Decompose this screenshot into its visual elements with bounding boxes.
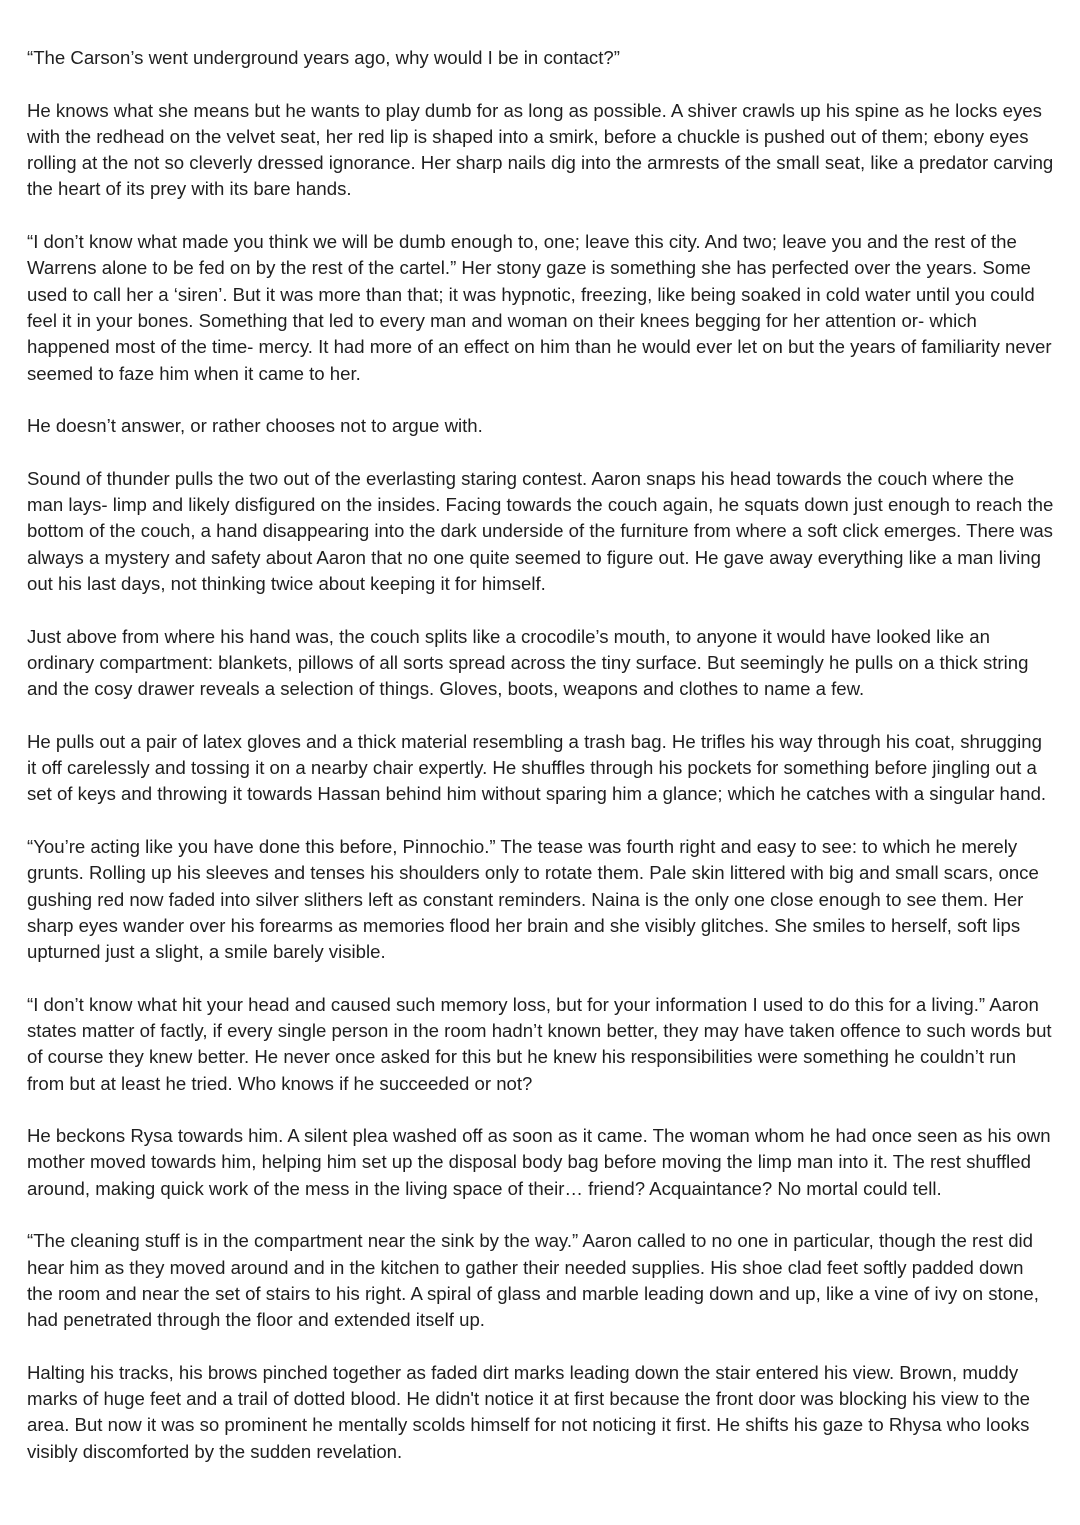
paragraph: Just above from where his hand was, the couch splits like a crocodile’s mouth, to anyone it would have looked like an ordinary compartment: blankets, pillows of all sorts spread across the tiny surface. But seemingly he pulls on a thick string and the cosy drawer reveals a selection of things. Gloves, boots, weapons and clothes to name a few. xyxy=(27,625,1029,700)
paragraph: “I don’t know what hit your head and caused such memory loss, but for your information I used to do this for a living.” Aaron states matter of factly, if every single person in the room hadn’t known better, they may have taken offence to such words but of course they knew better. He never once asked for this but he knew his responsibilities were something he couldn’t run from but at least he tried. Who knows if he succeeded or not? xyxy=(27,993,1052,1094)
paragraph: He doesn’t answer, or rather chooses not to argue with. xyxy=(27,415,483,437)
paragraph: He pulls out a pair of latex gloves and a thick material resembling a trash bag. He trifles his way through his coat, shrugging it off carelessly and tossing it on a nearby chair expertly. He shuffles through his pockets for something before jingling out a set of keys and throwing it towards Hassan behind him without sparing him a glance; which he catches with a singular hand. xyxy=(27,730,1047,805)
paragraph: Halting his tracks, his brows pinched together as faded dirt marks leading down the stair entered his view. Brown, muddy marks of huge feet and a trail of dotted blood. He didn't notice it at first because the front door was blocking his view to the area. But now it was so prominent he mentally scolds himself for not noticing it first. He shifts his gaze to Rhysa who looks visibly discomforted by the sudden revelation. xyxy=(27,1361,1031,1462)
paragraph: Sound of thunder pulls the two out of the everlasting staring contest. Aaron snaps his head towards the couch where the man lays- limp and likely disfigured on the insides. Facing towards the couch again, he squats down just enough to reach the bottom of the couch, a hand disappearing into the dark underside of the furniture from where a soft click emerges. There was always a mystery and safety about Aaron that no one quite seemed to figure out. He gave away everything like a man living out his last days, not thinking twice about keeping it for himself. xyxy=(27,467,1054,594)
paragraph: He beckons Rysa towards him. A silent plea washed off as soon as it came. The woman whom he had once seen as his own mother moved towards him, helping him set up the disposal body bag before moving the limp man into it. The rest shuffled around, making quick work of the mess in the living space of their… friend? Acquaintance? No mortal could tell. xyxy=(27,1125,1051,1199)
paragraph: “You’re acting like you have done this before, Pinnochio.” The tease was fourth right and easy to see: to which he merely grunts. Rolling up his sleeves and tenses his shoulders only to rotate them. Pale skin littered with big and small scars, once gushing red now faded into silver slithers left as constant reminders. Naina is the only one close enough to see them. Her sharp eyes wander over his forearms as memories flood her brain and she visibly glitches. She smiles to herself, soft lips upturned just a slight, a smile barely visible. xyxy=(27,835,1039,963)
paragraph: “The cleaning stuff is in the compartment near the sink by the way.” Aaron called to no one in particular, though the rest did hear him as they moved around and in the kitchen to gather their needed supplies. His shoe clad feet softly padded down the room and near the set of stairs to his right. A spiral of glass and marble leading down and up, like a vine of ivy on stone, had penetrated through the floor and extended itself up. xyxy=(27,1230,1039,1331)
paragraph: “The Carson’s went underground years ago, why would I be in contact?” xyxy=(27,47,620,68)
paragraph: “I don’t know what made you think we will be dumb enough to, one; leave this city. And two; leave you and the rest of the Warrens alone to be fed on by the rest of the cartel.” Her stony gaze is something she has perfected over the years. Some used to call her a ‘siren’. But it was more than that; it was hypnotic, freezing, like being soaked in cold water until you could feel it in your bones. Something that led to every man and woman on their knees begging for her attention or- which happened most of the time- mercy. It had more of an effect on him than he would ever let on but the years of familiarity never seemed to faze him when it came to her. xyxy=(27,231,1052,384)
paragraph: He knows what she means but he wants to play dumb for as long as possible. A shiver crawls up his spine as he locks eyes with the redhead on the velvet seat, her red lip is shaped into a smirk, before a chuckle is pushed out of them; ebony eyes rolling at the not so cleverly dressed ignorance. Her sharp nails dig into the armrests of the small seat, like a predator carving the heart of its prey with its bare hands. xyxy=(27,99,1054,200)
